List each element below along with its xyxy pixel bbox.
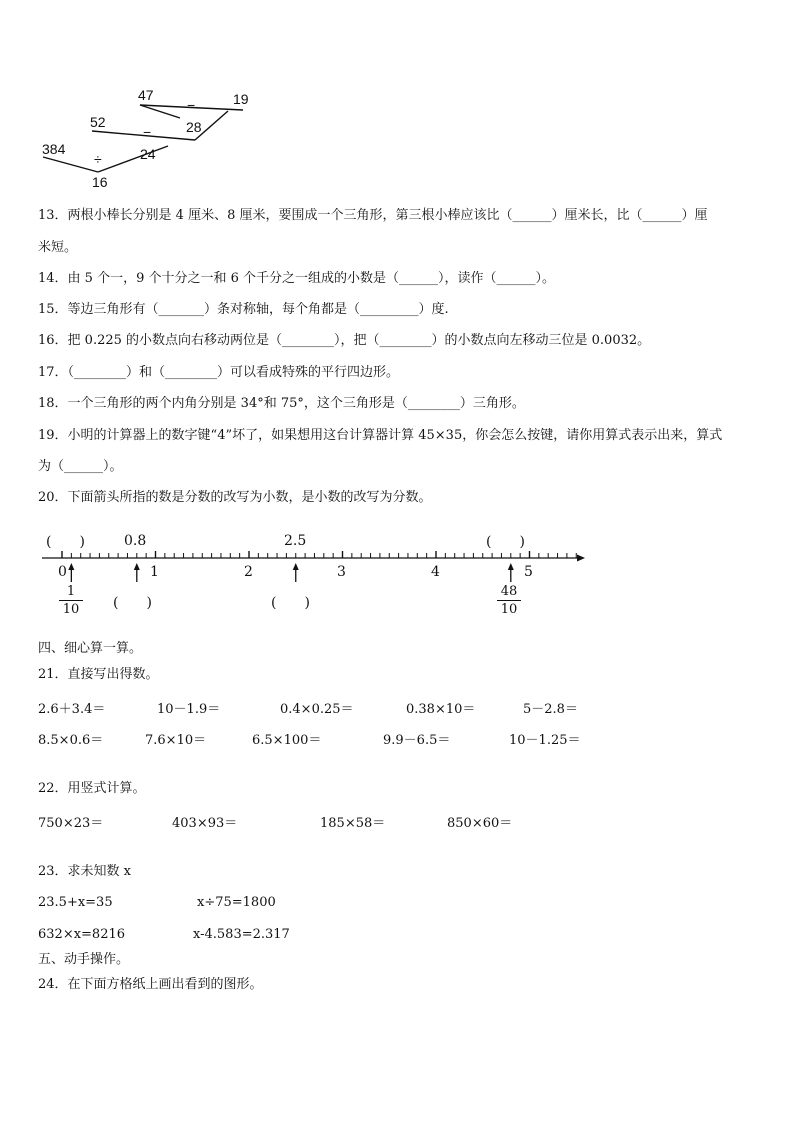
diagram-number-16: 16 — [92, 174, 108, 190]
number-line-tick-0: 0 — [58, 564, 67, 580]
diagram-number-47: 47 — [138, 87, 154, 103]
diagram-number-24: 24 — [140, 146, 156, 162]
calc-row1-item2: 10－1.9＝ — [157, 702, 221, 717]
question-20: 20．下面箭头所指的数是分数的改写为小数，是小数的改写为分数。 — [38, 490, 432, 505]
fraction-bar — [59, 600, 83, 601]
question-23: 23．求未知数 x — [38, 864, 132, 879]
fraction-one-tenth-denominator: 10 — [62, 602, 80, 617]
calc-row1-item1: 2.6＋3.4＝ — [38, 702, 106, 717]
number-line-tick-4: 4 — [431, 564, 440, 580]
diagram-minus-2: − — [143, 124, 152, 140]
fraction-forty-eight-tenths-denominator: 10 — [500, 602, 518, 617]
vertical-calc-4: 850×60＝ — [447, 816, 513, 831]
up-arrow-icon — [508, 563, 514, 570]
section-5-title: 五、动手操作。 — [38, 952, 130, 967]
calc-row2-item2: 7.6×10＝ — [145, 733, 207, 748]
question-17: 17．（________）和（________）可以看成特殊的平行四边形。 — [38, 365, 400, 380]
diagram-number-384: 384 — [42, 141, 66, 157]
number-line-top-blank-left: ( ) — [46, 534, 85, 550]
diagram-number-19: 19 — [233, 91, 249, 107]
number-line-bottom-blank-1: ( ) — [113, 595, 152, 611]
vertical-calc-2: 403×93＝ — [172, 816, 238, 831]
calc-row2-item4: 9.9－6.5＝ — [383, 733, 451, 748]
number-line-bottom-blank-2: ( ) — [271, 595, 310, 611]
question-18: 18．一个三角形的两个内角分别是 34°和 75°，这个三角形是（________）三角形。 — [38, 396, 525, 411]
calc-row1-item3: 0.4×0.25＝ — [280, 702, 354, 717]
fraction-forty-eight-tenths — [497, 584, 521, 617]
diagram-divide: ÷ — [94, 151, 102, 167]
question-21: 21．直接写出得数。 — [38, 667, 159, 682]
question-22: 22．用竖式计算。 — [38, 781, 146, 796]
calc-row2-item1: 8.5×0.6＝ — [38, 733, 104, 748]
number-line-tick-2: 2 — [244, 564, 253, 580]
up-arrow-icon — [134, 563, 140, 570]
question-14: 14．由 5 个一，9 个十分之一和 6 个千分之一组成的小数是（______），读作（______）。 — [38, 271, 556, 286]
calc-row2-item3: 6.5×100＝ — [252, 733, 322, 748]
question-19-line2: 为（______）。 — [38, 459, 123, 474]
fraction-one-tenth-numerator: 1 — [66, 584, 76, 599]
question-19-line1: 19．小明的计算器上的数字键“4”坏了，如果想用这台计算器计算 45×35，你会怎么按键，请你用算式表示出来，算式 — [38, 428, 723, 443]
number-line-tick-3: 3 — [337, 564, 346, 580]
equation-3: 632×x=8216 — [38, 927, 126, 942]
question-15: 15．等边三角形有（_______）条对称轴，每个角都是（_________）度. — [38, 302, 449, 317]
calc-row1-item5: 5－2.8＝ — [523, 702, 578, 717]
up-arrow-icon — [293, 563, 299, 570]
equation-1: 23.5+x=35 — [38, 895, 113, 910]
question-13-line2: 米短。 — [38, 240, 78, 255]
question-16: 16．把 0.225 的小数点向右移动两位是（________），把（________）的小数点向左移动三位是 0.0032。 — [38, 333, 651, 348]
section-4-title: 四、细心算一算。 — [38, 641, 143, 656]
fraction-forty-eight-tenths-numerator: 48 — [500, 584, 518, 599]
fraction-bar — [497, 600, 521, 601]
fraction-one-tenth — [59, 584, 83, 617]
number-line-arrowhead — [577, 555, 585, 562]
number-line-label-2-5: 2.5 — [284, 533, 307, 549]
number-line-tick-1: 1 — [150, 564, 159, 580]
calc-row2-item5: 10－1.25＝ — [509, 733, 581, 748]
calc-row1-item4: 0.38×10＝ — [406, 702, 476, 717]
vertical-calc-3: 185×58＝ — [320, 816, 386, 831]
question-13-line1: 13．两根小棒长分别是 4 厘米、8 厘米，要围成一个三角形，第三根小棒应该比（______）厘米长，比（______）厘 — [38, 208, 708, 223]
number-line-tick-5: 5 — [524, 564, 533, 580]
vertical-calc-1: 750×23＝ — [38, 816, 104, 831]
up-arrow-icon — [68, 563, 74, 570]
question-24: 24．在下面方格纸上画出看到的图形。 — [38, 977, 263, 992]
diagram-number-28: 28 — [186, 119, 202, 135]
number-line-top-blank-right: ( ) — [486, 534, 525, 550]
diagram-minus-1: − — [187, 97, 196, 113]
equation-2: x÷75=1800 — [197, 895, 276, 910]
number-line-label-0-8: 0.8 — [124, 533, 147, 549]
equation-4: x-4.583=2.317 — [193, 927, 290, 942]
diagram-number-52: 52 — [90, 114, 106, 130]
